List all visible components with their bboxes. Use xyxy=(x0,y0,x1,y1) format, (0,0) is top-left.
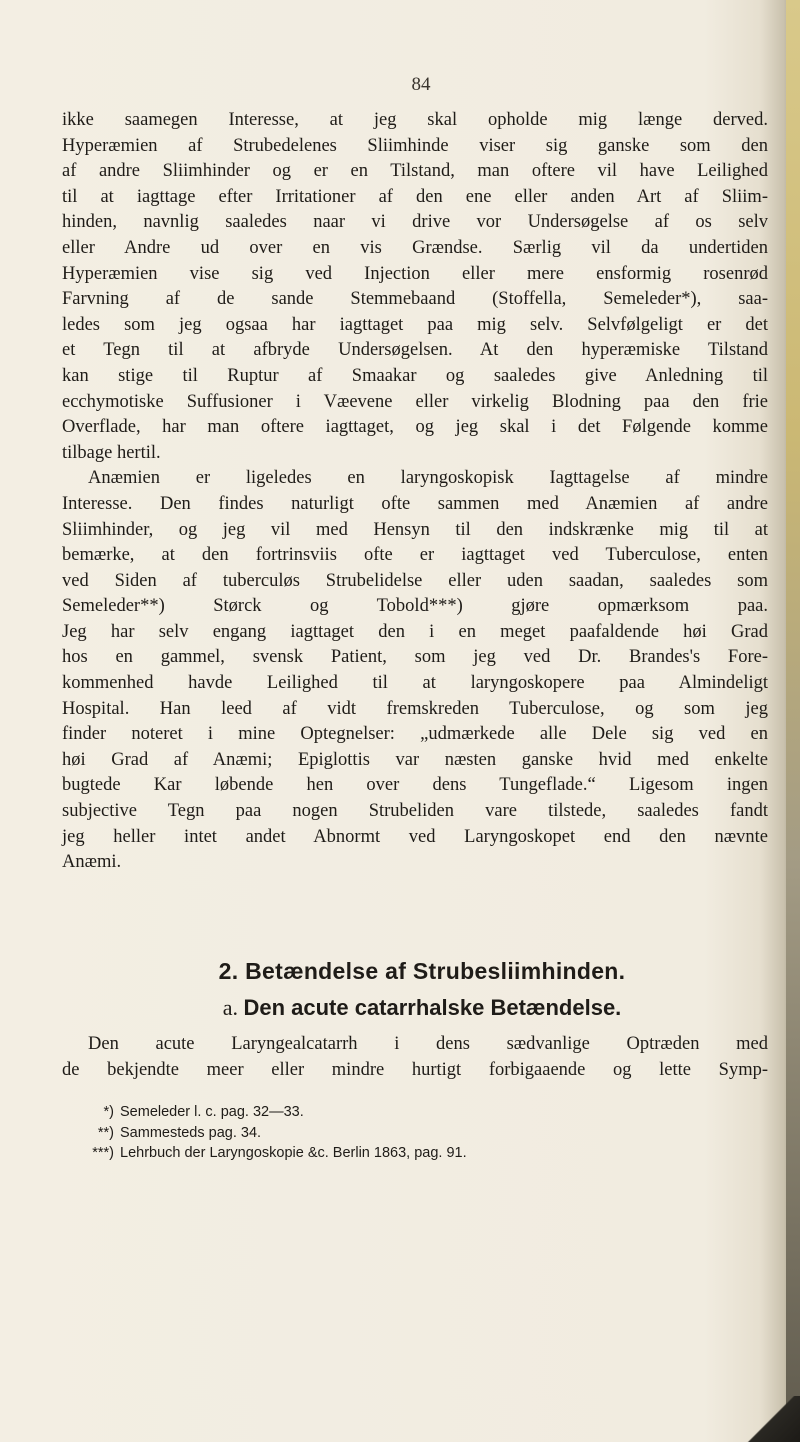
body-text xyxy=(62,108,768,876)
page-corner-shadow xyxy=(740,1396,800,1442)
text-line: finder noteret i mine Optegnelser: „udmærkede alle Dele sig ved en xyxy=(62,724,768,745)
page-edge-stain xyxy=(786,0,800,1442)
footnote xyxy=(84,1123,744,1144)
text-line: ved Siden af tuberculøs Strubelidelse eller uden saadan, saaledes som xyxy=(62,570,768,591)
text-line: kommenhed havde Leilighed til at laryngoskopere paa Almindeligt xyxy=(62,673,768,694)
text-line: Anæmien er ligeledes en laryngoskopisk Iagttagelse af mindre xyxy=(88,468,768,489)
text-line: Interesse. Den findes naturligt ofte sammen med Anæmien af andre xyxy=(62,493,768,514)
text-line: Semeleder**) Størck og Tobold***) gjøre opmærksom paa. xyxy=(62,596,768,617)
text-line: ledes som jeg ogsaa har iagttaget paa mig selv. Selvfølgeligt er det xyxy=(62,314,768,335)
text-line: Overflade, har man oftere iagttaget, og jeg skal i det Følgende komme xyxy=(62,417,768,438)
text-line: jeg heller intet andet Abnormt ved Laryngoskopet end den nævnte xyxy=(62,826,768,847)
text-line: subjective Tegn paa nogen Strubeliden vare tilstede, saaledes fandt xyxy=(62,801,768,822)
footnote xyxy=(84,1143,744,1164)
footnote-text: Lehrbuch der Laryngoskopie &c. Berlin 1863, pag. 91. xyxy=(120,1145,467,1161)
subsection-title: Den acute catarrhalske Betændelse. xyxy=(243,995,622,1020)
subsection-heading xyxy=(62,995,782,1021)
text-line: bugtede Kar løbende hen over dens Tungeflade.“ Ligesom ingen xyxy=(62,775,768,796)
section-heading: 2. Betændelse af Strubesliimhinden. xyxy=(218,958,626,984)
text-line: et Tegn til at afbryde Undersøgelsen. At den hyperæmiske Tilstand xyxy=(62,340,768,361)
footnotes xyxy=(84,1102,744,1164)
text-line: Den acute Laryngealcatarrh i dens sædvanlige Optræden med xyxy=(88,1034,768,1054)
text-line: eller Andre ud over en vis Grændse. Særlig vil da undertiden xyxy=(62,237,768,258)
text-line: Hospital. Han leed af vidt fremskreden Tuberculose, og som jeg xyxy=(62,698,768,719)
text-line: Hyperæmien af Strubedelenes Sliimhinde viser sig ganske som den xyxy=(62,135,768,156)
text-line: til at iagttage efter Irritationer af den ene eller anden Art af Sliim- xyxy=(62,186,768,207)
text-line: høi Grad af Anæmi; Epiglottis var næsten ganske hvid med enkelte xyxy=(62,749,768,770)
text-line: tilbage hertil. xyxy=(62,442,161,463)
footnote-text: Sammesteds pag. 34. xyxy=(120,1124,262,1141)
footnote-mark: ***) xyxy=(92,1145,114,1161)
text-line: Sliimhinder, og jeg vil med Hensyn til den indskrænke mig til at xyxy=(62,519,768,540)
footnote-text: Semeleder l. c. pag. 32—33. xyxy=(120,1104,304,1120)
footnote-mark: *) xyxy=(103,1104,114,1120)
text-line: ecchymotiske Suffusioner i Væevene eller virkelig Blodning paa den frie xyxy=(62,391,768,412)
text-line: Jeg har selv engang iagttaget den i en meget paafaldende høi Grad xyxy=(62,621,768,642)
text-line: ikke saamegen Interesse, at jeg skal opholde mig længe derved. xyxy=(62,110,768,130)
text-line: Anæmi. xyxy=(62,852,122,873)
footnote xyxy=(84,1102,744,1123)
text-line: af andre Sliimhinder og er en Tilstand, man oftere vil have Leilighed xyxy=(62,161,768,182)
page-number: 84 xyxy=(411,74,431,95)
text-line: de bekjendte meer eller mindre hurtigt forbigaaende og lette Symp- xyxy=(62,1059,768,1080)
text-line: bemærke, at den fortrinsviis ofte er iagttaget ved Tuberculose, enten xyxy=(62,545,768,566)
footnote-mark: **) xyxy=(97,1124,114,1141)
text-line: hinden, navnlig saaledes naar vi drive vor Undersøgelse af os selv xyxy=(62,212,768,233)
text-line: Farvning af de sande Stemmebaand (Stoffella, Semeleder*), saa- xyxy=(62,289,768,310)
subsection-letter: a. xyxy=(222,995,238,1020)
text-line: Hyperæmien vise sig ved Injection eller mere ensformig rosenrød xyxy=(62,263,768,284)
section-text xyxy=(62,1032,768,1083)
text-line: kan stige til Ruptur af Smaakar og saaledes give Anledning til xyxy=(62,365,768,386)
text-line: hos en gammel, svensk Patient, som jeg ved Dr. Brandes's Fore- xyxy=(62,647,768,668)
